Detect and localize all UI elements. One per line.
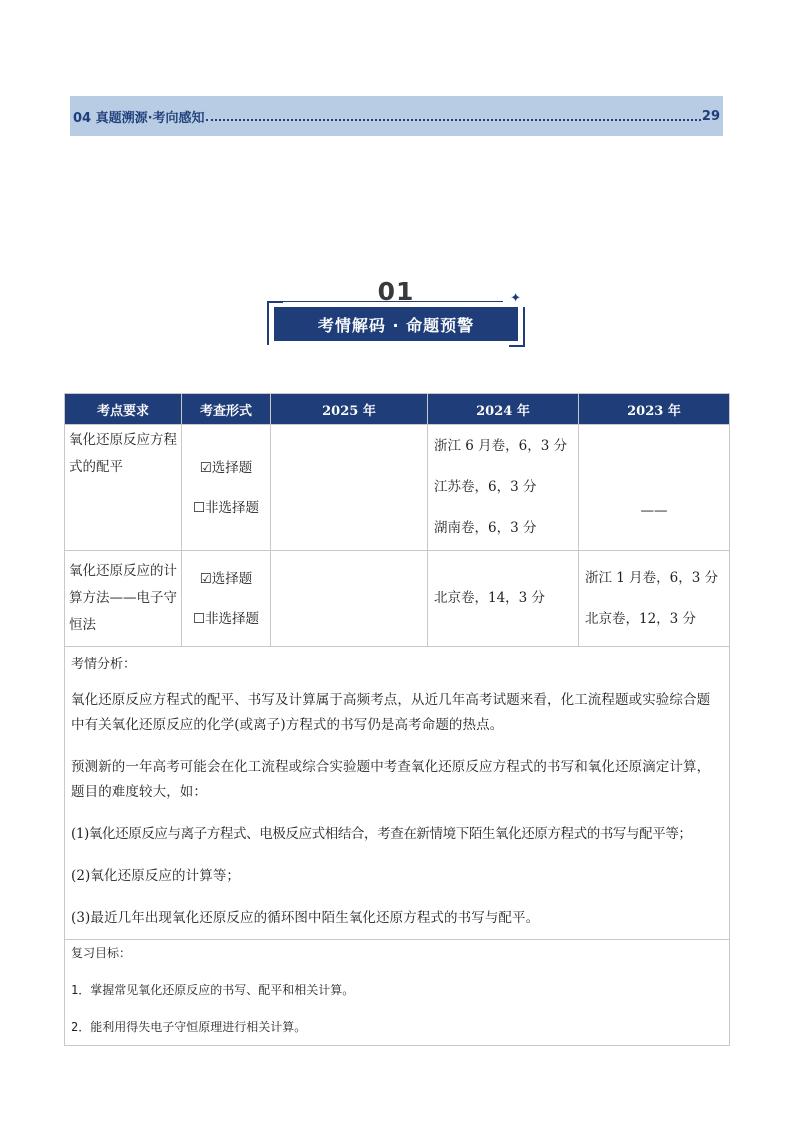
- cell-2024: [428, 551, 579, 647]
- goal-item: 1．掌握常见氧化还原反应的书写、配平和相关计算。: [71, 983, 355, 997]
- goals-row: [65, 940, 730, 1046]
- goal-item: 2．能利用得失电子守恒原理进行相关计算。: [71, 1020, 307, 1034]
- toc-label: 04 真题溯源·考向感知: [73, 110, 205, 126]
- toc-leader-dots: [206, 119, 701, 121]
- goals-heading: 复习目标：: [71, 946, 132, 960]
- option-nonchoice: ☐非选择题: [192, 499, 260, 516]
- list-item: ——: [640, 503, 668, 519]
- table-row: [65, 551, 730, 647]
- banner-frame-top: [281, 301, 503, 302]
- list-item: 浙江 6 月卷，6，3 分: [434, 438, 568, 454]
- cell-2024: [428, 425, 579, 551]
- option-nonchoice: ☐非选择题: [192, 610, 260, 627]
- analysis-heading: 考情分析：: [71, 657, 137, 672]
- section-banner: [265, 275, 527, 347]
- list-item: 江苏卷，6，3 分: [434, 479, 537, 495]
- header-2023: 2023 年: [579, 394, 730, 425]
- table-row: [65, 425, 730, 551]
- list-item: 浙江 1 月卷，6，3 分: [585, 569, 719, 586]
- toc-page-number: 29: [701, 108, 720, 124]
- toc-entry[interactable]: [70, 96, 723, 136]
- topic-cell: 氧化还原反应的计算方法——电子守恒法: [65, 551, 182, 647]
- cell-2023: [579, 425, 730, 551]
- analysis-row: [65, 647, 730, 940]
- analysis-paragraph: (3)最近几年出现氧化还原反应的循环图中陌生氧化还原方程式的书写与配平。: [71, 910, 540, 926]
- header-topic: 考点要求: [65, 394, 182, 425]
- exam-analysis-table: [64, 393, 730, 1046]
- analysis-paragraph: (2)氧化还原反应的计算等；: [71, 868, 241, 884]
- analysis-paragraph: (1)氧化还原反应与离子方程式、电极反应式相结合，考查在新情境下陌生氧化还原方程式的书写与配平等；: [71, 826, 692, 842]
- goals-cell: [65, 940, 730, 1046]
- header-2024: 2024 年: [428, 394, 579, 425]
- option-choice: ☑选择题: [199, 570, 253, 587]
- analysis-paragraph: 预测新的一年高考可能会在化工流程或综合实验题中考查氧化还原反应方程式的书写和氧化还原滴定计算，题目的难度较大，如：: [71, 759, 711, 800]
- cell-2025: [271, 425, 428, 551]
- header-2025: 2025 年: [271, 394, 428, 425]
- cell-2023: [579, 551, 730, 647]
- topic-cell: 氧化还原反应方程式的配平: [65, 425, 182, 551]
- table-header-row: [65, 394, 730, 425]
- analysis-paragraph: 氧化还原反应方程式的配平、书写及计算属于高频考点，从近几年高考试题来看，化工流程题或实验综合题中有关氧化还原反应的化学(或离子)方程式的书写仍是高考命题的热点。: [71, 692, 711, 733]
- header-format: 考查形式: [182, 394, 271, 425]
- sparkle-icon: ✦: [510, 291, 521, 306]
- analysis-cell: [65, 647, 730, 940]
- option-choice: ☑选择题: [199, 459, 253, 476]
- list-item: 北京卷，12，3 分: [585, 610, 697, 627]
- format-cell: [182, 551, 271, 647]
- list-item: 湖南卷，6，3 分: [434, 520, 537, 536]
- section-title: 考情解码 · 命题预警: [274, 307, 518, 341]
- format-cell: [182, 425, 271, 551]
- cell-2025: [271, 551, 428, 647]
- section-number: 01: [377, 277, 415, 306]
- list-item: 北京卷，14，3 分: [434, 590, 546, 606]
